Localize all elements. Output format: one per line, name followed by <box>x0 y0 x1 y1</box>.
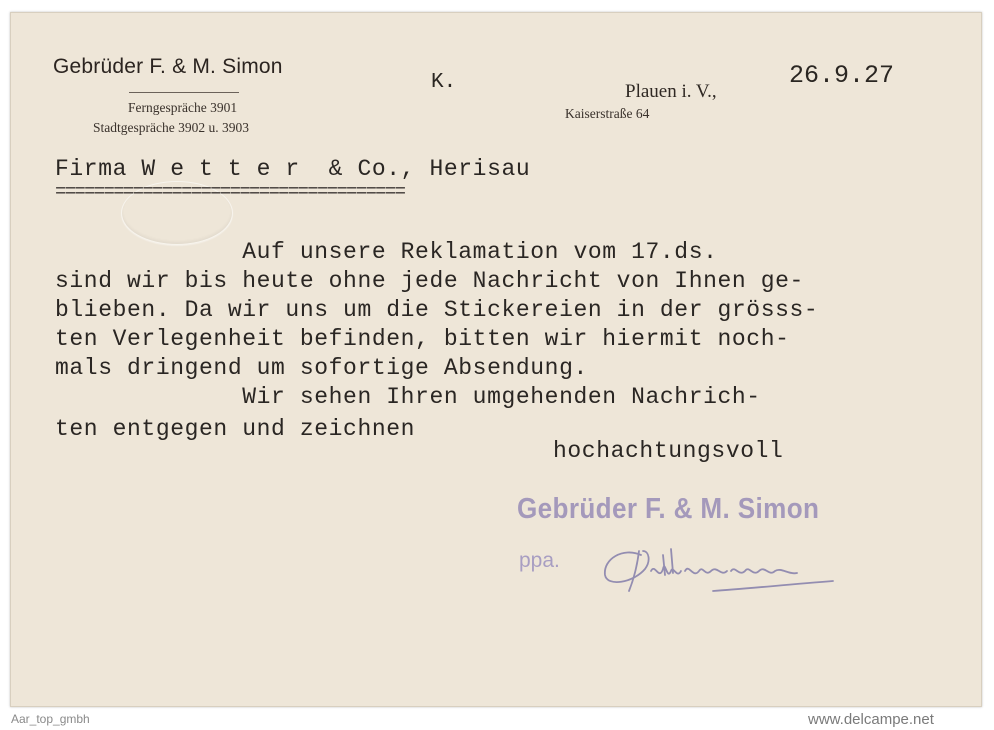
body-line: blieben. Da wir uns um die Stickereien in der grösss- <box>55 297 819 323</box>
letterhead-company: Gebrüder F. & M. Simon <box>53 55 283 78</box>
reference-mark: K. <box>431 71 457 94</box>
letter-date: 26.9.27 <box>789 61 895 90</box>
signature-icon <box>593 541 843 611</box>
closing-salutation: hochachtungsvoll <box>553 438 784 464</box>
body-line: ten Verlegenheit befinden, bitten wir hiermit noch- <box>55 326 790 352</box>
company-stamp: Gebrüder F. & M. Simon <box>517 493 820 525</box>
site-watermark: www.delcampe.net <box>808 711 934 728</box>
body-line: mals dringend um sofortige Absendung. <box>55 355 588 381</box>
ppa-stamp: ppa. <box>519 549 560 572</box>
letterhead-rule <box>129 92 239 93</box>
recipient-underline: ==================================== <box>55 181 405 203</box>
postcard <box>10 12 982 707</box>
letterhead-phone-local: Stadtgespräche 3902 u. 3903 <box>93 120 249 135</box>
letterhead-city: Plauen i. V., <box>625 81 717 102</box>
letterhead-street: Kaiserstraße 64 <box>565 106 650 121</box>
body-line: ten entgegen und zeichnen <box>55 416 416 442</box>
body-line: Wir sehen Ihren umgehenden Nachrich- <box>55 384 761 410</box>
recipient-line: Firma W e t t e r & Co., Herisau <box>55 156 531 182</box>
seller-watermark: Aar_top_gmbh <box>11 712 90 726</box>
letterhead-phone-long-distance: Ferngespräche 3901 <box>128 100 238 115</box>
body-line: Auf unsere Reklamation vom 17.ds. <box>55 239 718 265</box>
body-line: sind wir bis heute ohne jede Nachricht von Ihnen ge- <box>55 268 804 294</box>
